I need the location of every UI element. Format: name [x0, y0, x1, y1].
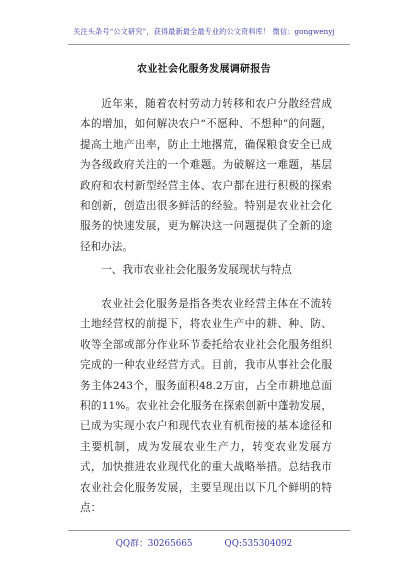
- document-title: 农业社会化服务发展调研报告: [137, 64, 271, 75]
- section-paragraph: 农业社会化服务是指各类农业经营主体在不流转土地经营权的前提下，将农业生产中的耕、种、防、收等全部或部分作业环节委托给农业社会化服务组织完成的一种农业经营方式。目前，我市从事社会化服务主体243个，服务面积48.2万亩，占全市耕地总面积的11%。农业社会化服务在探索创新中蓬勃发展，已成为实现小农户和现代农业有机衔接的基本途径和主要机制，成为发展农业生产力，转变农业发展方式，加快推进农业现代化的重大战略举措。总结我市农业社会化服务发展，主要呈现出以下几个鲜明的特点：: [80, 298, 332, 515]
- footer-divider: [68, 530, 350, 531]
- footer-qq-group: QQ群：30265665: [115, 539, 193, 549]
- section-heading: 一、我市农业社会化服务发展现状与特点: [101, 264, 292, 276]
- header-divider: [68, 44, 350, 45]
- intro-paragraph: 近年来，随着农村劳动力转移和农户分散经营成本的增加，如何解决农户“不愿种、不想种”的问题，提高土地产出率，防止土地撂荒，确保粮食安全已成为各级政府关注的一个难题。为破解这一难题，基层政府和农村新型经营主体、农户都在进行积极的探索和创新，创造出很多鲜活的经验。特别是农业社会化服务的快速发展，更为解决这一问题提供了全新的途径和办法。: [80, 98, 332, 253]
- page-footer: [0, 536, 408, 549]
- page-header-notice: 关注头条号“公文研究”，获得最新最全最专业的公文资料库！ 微信：gongwenyj: [73, 27, 335, 36]
- footer-qq: QQ:535304092: [224, 539, 293, 549]
